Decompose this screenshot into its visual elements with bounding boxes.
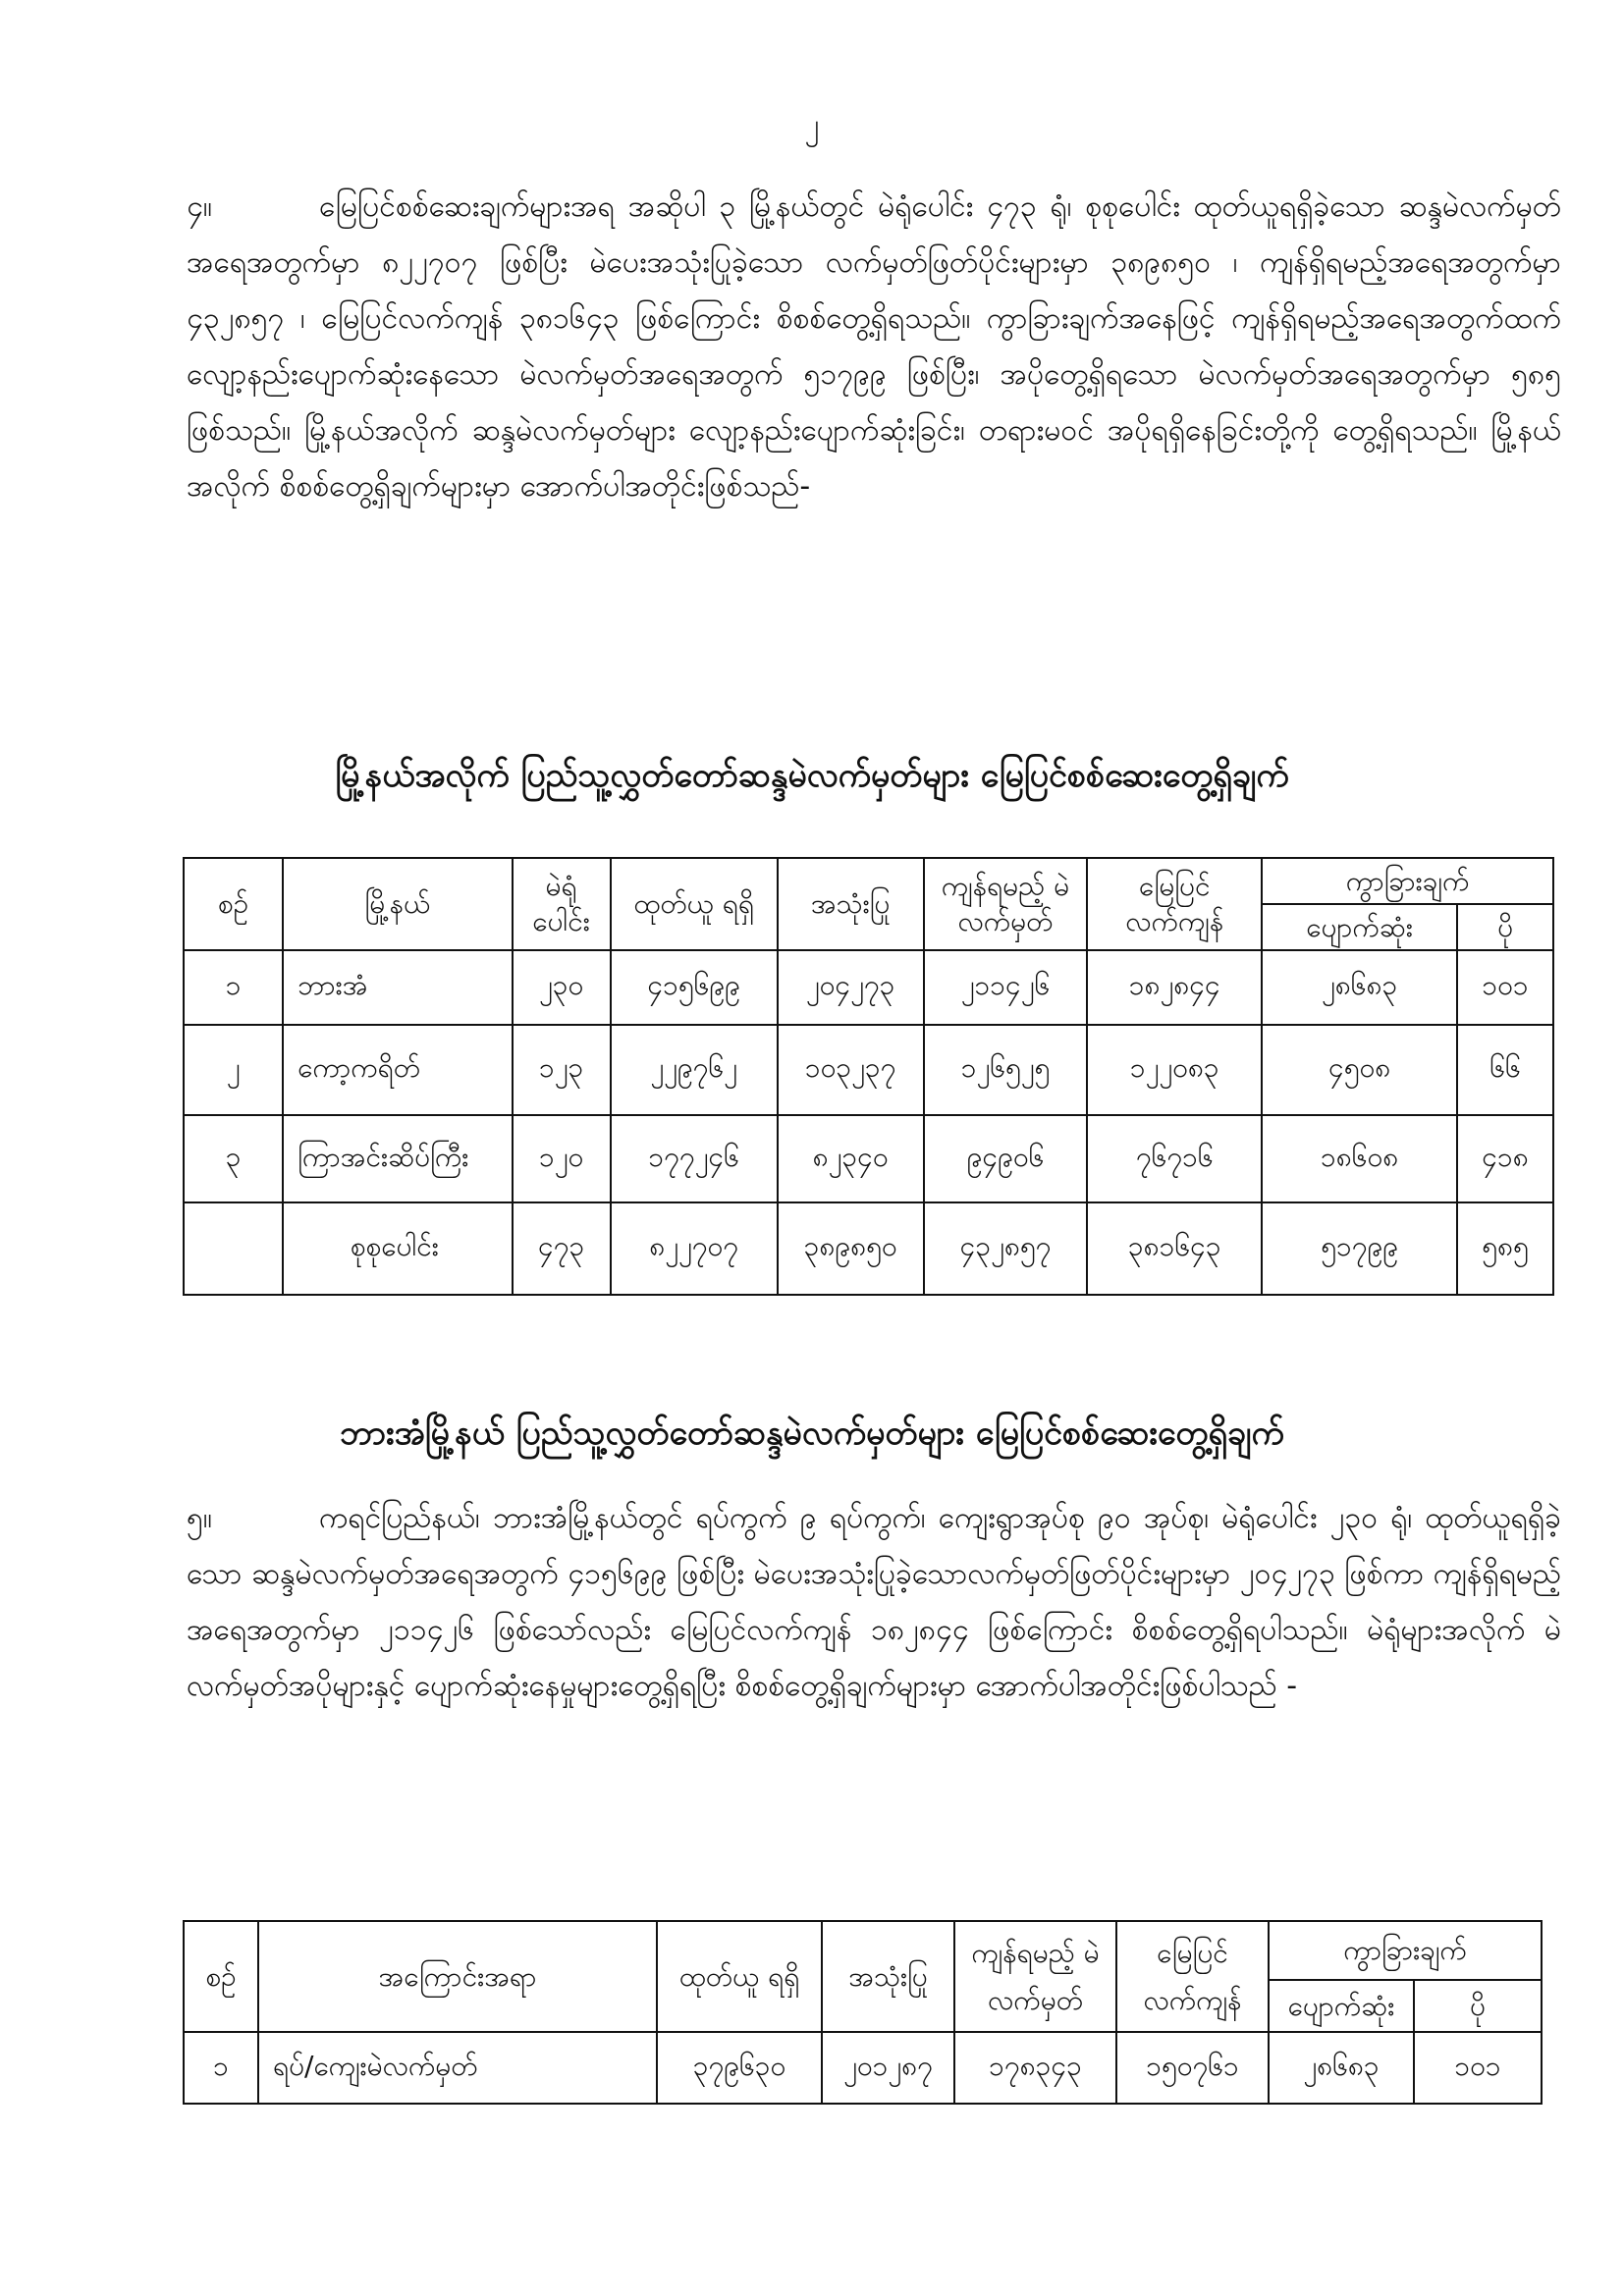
cell-remaining: ၂၁၁၄၂၆ <box>924 950 1088 1025</box>
cell-used: ၈၂၃၄၀ <box>778 1115 924 1202</box>
header-received: ထုတ်ယူ ရရှိ <box>611 858 778 950</box>
cell-township: ဘားအံ <box>283 950 512 1025</box>
table-row <box>184 950 1553 1025</box>
cell-used: ၁၀၃၂၃၇ <box>778 1025 924 1115</box>
cell-township: ကော့ကရိတ် <box>283 1025 512 1115</box>
cell-no: ၂ <box>184 1025 283 1115</box>
cell-remaining: ၉၄၉၀၆ <box>924 1115 1088 1202</box>
header-no: စဉ် <box>184 1921 258 2032</box>
table-row <box>184 1115 1553 1202</box>
paragraph-4-text: မြေပြင်စစ်ဆေးချက်များအရ အဆိုပါ ၃ မြို့နယ်တွင် မဲရုံပေါင်း ၄၇၃ ရုံ၊ စုစုပေါင်း ထုတ်ယူရရှိခဲ့သော ဆန္ဒမဲလက်မှတ်အရေအတွက်မှာ ၈၂၂၇၀၇ ဖြစ်ပြီး မဲပေးအသုံးပြုခဲ့သော လက်မှတ်ဖြတ်ပိုင်းများမှာ ၃၈၉၈၅၀ ၊ ကျန်ရှိရမည့်အရေအတွက်မှာ ၄၃၂၈၅၇ ၊ မြေပြင်လက်ကျန် ၃၈၁၆၄၃ ဖြစ်ကြောင်း စိစစ်တွေ့ရှိရသည်။ ကွာခြားချက်အနေဖြင့် ကျန်ရှိရမည့်အရေအတွက်ထက် လျော့နည်းပျောက်ဆုံးနေသော မဲလက်မှတ်အရေအတွက် ၅၁၇၉၉ ဖြစ်ပြီး၊ အပိုတွေ့ရှိရသော မဲလက်မှတ်အရေအတွက်မှာ ၅၈၅ ဖြစ်သည်။ မြို့နယ်အလိုက် ဆန္ဒမဲလက်မှတ်များ လျော့နည်းပျောက်ဆုံးခြင်း၊ တရားမဝင် အပိုရရှိနေခြင်းတို့ကို တွေ့ရှိရသည်။ မြို့နယ်အလိုက် စိစစ်တွေ့ရှိချက်များမှာ အောက်ပါအတိုင်းဖြစ်သည်- <box>187 189 1561 504</box>
table-row <box>184 1025 1553 1115</box>
cell-missing: ၄၅၀၈ <box>1262 1025 1457 1115</box>
cell-used: ၂၀၁၂၈၇ <box>822 2032 954 2104</box>
cell-stations: ၄၇၃ <box>513 1202 611 1295</box>
header-received: ထုတ်ယူ ရရှိ <box>657 1921 822 2032</box>
cell-no: ၁ <box>184 2032 258 2104</box>
cell-stations: ၁၂၃ <box>513 1025 611 1115</box>
cell-missing: ၁၈၆၀၈ <box>1262 1115 1457 1202</box>
cell-missing: ၂၈၆၈၃ <box>1269 2032 1414 2104</box>
header-ground: မြေပြင် လက်ကျန် <box>1116 1921 1269 2032</box>
cell-received: ၈၂၂၇၀၇ <box>611 1202 778 1295</box>
cell-ground: ၇၆၇၁၆ <box>1087 1115 1262 1202</box>
header-township: မြို့နယ် <box>283 858 512 950</box>
table-row <box>184 2032 1542 2104</box>
cell-remaining: ၄၃၂၈၅၇ <box>924 1202 1088 1295</box>
header-diff: ကွာခြားချက် <box>1269 1921 1542 1980</box>
cell-extra: ၁၀၁ <box>1457 950 1553 1025</box>
header-extra: ပို <box>1457 904 1553 950</box>
cell-missing: ၂၈၆၈၃ <box>1262 950 1457 1025</box>
paragraph-5-number: ၅။ <box>187 1501 212 1535</box>
cell-stations: ၂၃၀ <box>513 950 611 1025</box>
header-remaining: ကျန်ရမည့် မဲလက်မှတ် <box>924 858 1088 950</box>
cell-missing: ၅၁၇၉၉ <box>1262 1202 1457 1295</box>
header-missing: ပျောက်ဆုံး <box>1262 904 1457 950</box>
header-no: စဉ် <box>184 858 283 950</box>
cell-stations: ၁၂၀ <box>513 1115 611 1202</box>
cell-received: ၂၂၉၇၆၂ <box>611 1025 778 1115</box>
table-total-row <box>184 1202 1553 1295</box>
cell-total-label: စုစုပေါင်း <box>283 1202 512 1295</box>
paragraph-5 <box>187 1490 1561 1714</box>
header-ground: မြေပြင် လက်ကျန် <box>1087 858 1262 950</box>
table-2-heading: ဘားအံမြို့နယ် ပြည်သူ့လွှတ်တော်ဆန္ဒမဲလက်မှတ်များ မြေပြင်စစ်ဆေးတွေ့ရှိချက် <box>340 1414 1284 1453</box>
cell-description: ရပ်/ကျေးမဲလက်မှတ် <box>258 2032 657 2104</box>
paragraph-5-text: ကရင်ပြည်နယ်၊ ဘားအံမြို့နယ်တွင် ရပ်ကွက် ၉ ရပ်ကွက်၊ ကျေးရွာအုပ်စု ၉၀ အုပ်စု၊ မဲရုံပေါင်း ၂၃၀ ရုံ၊ ထုတ်ယူရရှိခဲ့သော ဆန္ဒမဲလက်မှတ်အရေအတွက် ၄၁၅၆၉၉ ဖြစ်ပြီး မဲပေးအသုံးပြုခဲ့သောလက်မှတ်ဖြတ်ပိုင်းများမှာ ၂၀၄၂၇၃ ဖြစ်ကာ ကျန်ရှိရမည့် အရေအတွက်မှာ ၂၁၁၄၂၆ ဖြစ်သော်လည်း မြေပြင်လက်ကျန် ၁၈၂၈၄၄ ဖြစ်ကြောင်း စိစစ်တွေ့ရှိရပါသည်။ မဲရုံများအလိုက် မဲလက်မှတ်အပိုများနှင့် ပျောက်ဆုံးနေမှုများတွေ့ရှိရပြီး စိစစ်တွေ့ရှိချက်များမှာ အောက်ပါအတိုင်းဖြစ်ပါသည် - <box>187 1501 1561 1703</box>
paragraph-4 <box>187 179 1561 514</box>
cell-ground: ၃၈၁၆၄၃ <box>1087 1202 1262 1295</box>
cell-extra: ၁၀၁ <box>1414 2032 1542 2104</box>
header-description: အကြောင်းအရာ <box>258 1921 657 2032</box>
cell-no: ၃ <box>184 1115 283 1202</box>
header-used: အသုံးပြု <box>822 1921 954 2032</box>
cell-received: ၃၇၉၆၃၀ <box>657 2032 822 2104</box>
header-stations: မဲရုံ ပေါင်း <box>513 858 611 950</box>
cell-township: ကြာအင်းဆိပ်ကြီး <box>283 1115 512 1202</box>
header-extra: ပို <box>1414 1980 1542 2032</box>
cell-remaining: ၁၇၈၃၄၃ <box>954 2032 1116 2104</box>
cell-empty <box>184 1202 283 1295</box>
cell-ground: ၁၈၂၈၄၄ <box>1087 950 1262 1025</box>
header-missing: ပျောက်ဆုံး <box>1269 1980 1414 2032</box>
cell-ground: ၁၅၀၇၆၁ <box>1116 2032 1269 2104</box>
cell-used: ၂၀၄၂၇၃ <box>778 950 924 1025</box>
cell-used: ၃၈၉၈၅၀ <box>778 1202 924 1295</box>
header-diff: ကွာခြားချက် <box>1262 858 1553 904</box>
header-used: အသုံးပြု <box>778 858 924 950</box>
cell-ground: ၁၂၂၀၈၃ <box>1087 1025 1262 1115</box>
ward-village-table <box>183 1920 1543 2105</box>
cell-no: ၁ <box>184 950 283 1025</box>
header-remaining: ကျန်ရမည့် မဲလက်မှတ် <box>954 1921 1116 2032</box>
cell-extra: ၆၆ <box>1457 1025 1553 1115</box>
paragraph-4-number: ၄။ <box>187 189 212 224</box>
cell-remaining: ၁၂၆၅၂၅ <box>924 1025 1088 1115</box>
cell-received: ၄၁၅၆၉၉ <box>611 950 778 1025</box>
township-table <box>183 857 1554 1296</box>
cell-extra: ၄၁၈ <box>1457 1115 1553 1202</box>
table-1-heading: မြို့နယ်အလိုက် ပြည်သူ့လွှတ်တော်ဆန္ဒမဲလက်မှတ်များ မြေပြင်စစ်ဆေးတွေ့ရှိချက် <box>335 756 1289 795</box>
cell-extra: ၅၈၅ <box>1457 1202 1553 1295</box>
cell-received: ၁၇၇၂၄၆ <box>611 1115 778 1202</box>
page-number: ၂ <box>804 108 820 142</box>
